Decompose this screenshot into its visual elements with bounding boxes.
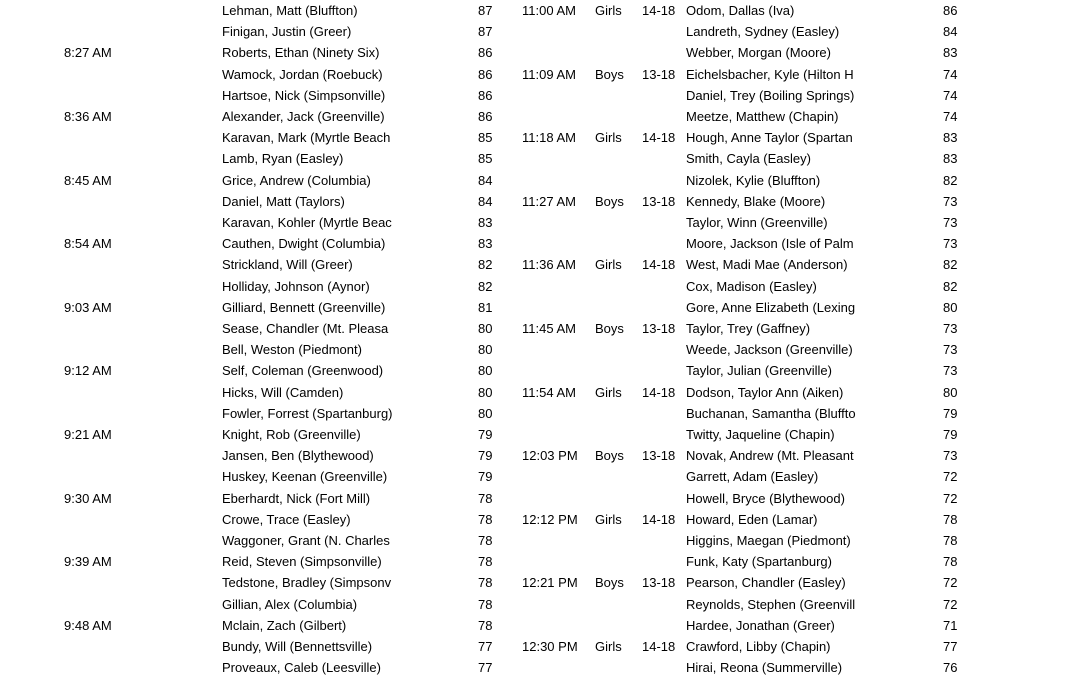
player-score: 78 <box>478 511 493 527</box>
tee-time: 8:45 AM <box>64 172 112 188</box>
player-name: Fowler, Forrest (Spartanburg) <box>222 405 393 421</box>
tee-time: 9:03 AM <box>64 299 112 315</box>
division-gender: Girls <box>595 130 622 146</box>
player-name: Buchanan, Samantha (Bluffto <box>686 405 856 421</box>
player-name: Nizolek, Kylie (Bluffton) <box>686 172 821 188</box>
player-score: 83 <box>943 45 958 61</box>
tee-time-row <box>520 254 1080 275</box>
player-score: 74 <box>943 87 958 103</box>
player-name: Higgins, Maegan (Piedmont) <box>686 533 851 548</box>
player-score: 73 <box>943 236 958 252</box>
tee-time-row <box>520 191 1080 212</box>
tee-time-row <box>520 636 1080 657</box>
tee-time-row <box>520 318 1080 339</box>
tee-time: 11:18 AM <box>522 130 576 146</box>
tee-time: 9:48 AM <box>64 617 112 633</box>
player-score: 82 <box>943 172 958 188</box>
tee-time: 11:00 AM <box>522 3 576 18</box>
tee-time-row <box>0 191 540 212</box>
player-name: Smith, Cayla (Easley) <box>686 151 811 167</box>
tee-time-row <box>0 212 540 233</box>
division-age: 13-18 <box>642 321 676 336</box>
player-name: Hicks, Will (Camden) <box>222 384 344 400</box>
player-score: 73 <box>943 321 958 336</box>
player-name: Hardee, Jonathan (Greer) <box>686 617 835 633</box>
player-name: Mclain, Zach (Gilbert) <box>222 617 347 633</box>
player-score: 81 <box>478 299 493 315</box>
player-name: Grice, Andrew (Columbia) <box>222 172 371 188</box>
player-name: Taylor, Winn (Greenville) <box>686 215 828 230</box>
player-name: Kennedy, Blake (Moore) <box>686 193 826 209</box>
player-score: 78 <box>943 533 958 548</box>
player-score: 73 <box>943 448 958 464</box>
tee-time-row <box>520 233 1080 254</box>
tee-time-row <box>0 551 540 572</box>
tee-time: 11:09 AM <box>522 66 576 82</box>
tee-time-row <box>0 276 540 297</box>
player-name: Eichelsbacher, Kyle (Hilton H <box>686 66 854 82</box>
tee-time: 12:30 PM <box>522 639 578 654</box>
tee-time-row <box>520 127 1080 148</box>
player-score: 83 <box>478 236 493 252</box>
tee-time-row <box>520 403 1080 424</box>
player-score: 78 <box>478 490 493 506</box>
tee-time-row <box>0 615 540 636</box>
player-name: Howell, Bryce (Blythewood) <box>686 490 845 506</box>
tee-time-row <box>0 572 540 593</box>
player-score: 77 <box>478 660 493 676</box>
player-score: 73 <box>943 193 958 209</box>
tee-time-row <box>0 254 540 275</box>
player-name: Garrett, Adam (Easley) <box>686 469 819 485</box>
player-name: Bell, Weston (Piedmont) <box>222 342 362 358</box>
player-score: 80 <box>478 342 493 358</box>
division-gender: Girls <box>595 257 622 273</box>
player-name: Novak, Andrew (Mt. Pleasant <box>686 448 854 464</box>
player-score: 77 <box>943 639 958 654</box>
tee-time-row <box>0 360 540 381</box>
player-score: 82 <box>478 278 493 294</box>
tee-time: 8:54 AM <box>64 236 112 252</box>
player-score: 73 <box>943 363 958 379</box>
player-score: 83 <box>943 151 958 167</box>
player-name: Webber, Morgan (Moore) <box>686 45 831 61</box>
player-name: Taylor, Julian (Greenville) <box>686 363 832 379</box>
player-score: 86 <box>478 109 493 124</box>
player-score: 72 <box>943 596 958 612</box>
player-name: Hirai, Reona (Summerville) <box>686 660 843 676</box>
player-score: 84 <box>478 172 493 188</box>
player-name: Odom, Dallas (Iva) <box>686 3 795 18</box>
player-name: Knight, Rob (Greenville) <box>222 427 361 442</box>
tee-time-row <box>0 106 540 127</box>
tee-time-row <box>520 276 1080 297</box>
tee-time-row <box>520 466 1080 487</box>
division-gender: Boys <box>595 193 624 209</box>
player-score: 72 <box>943 575 958 591</box>
tee-time-row <box>520 615 1080 636</box>
tee-time-row <box>0 318 540 339</box>
player-score: 77 <box>478 639 493 654</box>
tee-time-row <box>0 488 540 509</box>
player-score: 85 <box>478 130 493 146</box>
player-name: Hartsoe, Nick (Simpsonville) <box>222 87 386 103</box>
player-score: 83 <box>943 130 958 146</box>
player-name: Eberhardt, Nick (Fort Mill) <box>222 490 371 506</box>
tee-time-row <box>0 148 540 169</box>
player-score: 83 <box>478 215 493 230</box>
player-name: West, Madi Mae (Anderson) <box>686 257 848 273</box>
player-name: Jansen, Ben (Blythewood) <box>222 448 374 464</box>
tee-time-row <box>0 530 540 551</box>
player-score: 79 <box>943 405 958 421</box>
player-name: Dodson, Taylor Ann (Aiken) <box>686 384 844 400</box>
player-score: 71 <box>943 617 958 633</box>
player-name: Hough, Anne Taylor (Spartan <box>686 130 853 146</box>
player-score: 78 <box>478 596 493 612</box>
player-name: Landreth, Sydney (Easley) <box>686 24 840 40</box>
player-name: Funk, Katy (Spartanburg) <box>686 554 832 570</box>
player-name: Tedstone, Bradley (Simpsonv <box>222 575 392 591</box>
tee-time-row <box>520 170 1080 191</box>
tee-time-row <box>520 382 1080 403</box>
player-name: Gilliard, Bennett (Greenville) <box>222 299 386 315</box>
player-name: Lamb, Ryan (Easley) <box>222 151 344 167</box>
tee-time-row <box>520 85 1080 106</box>
tee-time-row <box>0 64 540 85</box>
player-score: 72 <box>943 490 958 506</box>
player-score: 78 <box>478 617 493 633</box>
player-score: 87 <box>478 24 493 40</box>
player-score: 80 <box>943 384 958 400</box>
tee-time-row <box>0 21 540 42</box>
tee-time-row <box>520 360 1080 381</box>
tee-time: 11:54 AM <box>522 384 576 400</box>
player-name: Sease, Chandler (Mt. Pleasa <box>222 321 389 336</box>
player-name: Karavan, Mark (Myrtle Beach <box>222 130 391 146</box>
player-score: 87 <box>478 3 493 18</box>
tee-time-row <box>0 170 540 191</box>
player-name: Proveaux, Caleb (Leesville) <box>222 660 381 676</box>
player-name: Gillian, Alex (Columbia) <box>222 596 358 612</box>
division-gender: Girls <box>595 639 622 654</box>
player-score: 80 <box>943 299 958 315</box>
player-score: 86 <box>478 66 493 82</box>
player-score: 86 <box>478 87 493 103</box>
player-score: 79 <box>478 469 493 485</box>
tee-time: 11:36 AM <box>522 257 576 273</box>
player-score: 82 <box>943 278 958 294</box>
division-gender: Girls <box>595 384 622 400</box>
tee-time-row <box>0 509 540 530</box>
tee-time-row <box>520 21 1080 42</box>
tee-time-row <box>0 339 540 360</box>
player-score: 84 <box>943 24 958 40</box>
division-age: 13-18 <box>642 448 676 464</box>
tee-time-row <box>520 339 1080 360</box>
player-name: Roberts, Ethan (Ninety Six) <box>222 45 380 61</box>
player-score: 86 <box>478 45 493 61</box>
player-name: Twitty, Jaqueline (Chapin) <box>686 427 835 442</box>
player-score: 74 <box>943 109 958 124</box>
player-name: Lehman, Matt (Bluffton) <box>222 3 358 18</box>
player-score: 80 <box>478 384 493 400</box>
tee-time-row <box>0 382 540 403</box>
player-name: Reid, Steven (Simpsonville) <box>222 554 382 570</box>
division-gender: Boys <box>595 575 624 591</box>
tee-time-row <box>520 148 1080 169</box>
division-age: 14-18 <box>642 511 676 527</box>
player-name: Karavan, Kohler (Myrtle Beac <box>222 215 392 230</box>
tee-time: 9:30 AM <box>64 490 112 506</box>
player-score: 78 <box>478 575 493 591</box>
division-age: 14-18 <box>642 639 676 654</box>
player-score: 82 <box>943 257 958 273</box>
tee-time-row <box>520 42 1080 63</box>
player-score: 78 <box>478 533 493 548</box>
player-score: 74 <box>943 66 958 82</box>
player-score: 72 <box>943 469 958 485</box>
player-score: 78 <box>943 554 958 570</box>
player-score: 78 <box>478 554 493 570</box>
tee-time: 11:27 AM <box>522 193 576 209</box>
player-name: Crawford, Libby (Chapin) <box>686 639 831 654</box>
tee-time: 9:21 AM <box>64 427 112 442</box>
division-gender: Boys <box>595 66 624 82</box>
tee-time-row <box>0 466 540 487</box>
player-name: Pearson, Chandler (Easley) <box>686 575 846 591</box>
player-score: 80 <box>478 363 493 379</box>
tee-time: 9:39 AM <box>64 554 112 570</box>
player-name: Self, Coleman (Greenwood) <box>222 363 384 379</box>
division-age: 14-18 <box>642 130 676 146</box>
tee-time: 12:03 PM <box>522 448 578 464</box>
player-name: Cox, Madison (Easley) <box>686 278 817 294</box>
player-name: Waggoner, Grant (N. Charles <box>222 533 390 548</box>
division-gender: Girls <box>595 511 622 527</box>
player-name: Strickland, Will (Greer) <box>222 257 353 273</box>
tee-time: 12:21 PM <box>522 575 578 591</box>
tee-time-row <box>520 530 1080 551</box>
division-gender: Boys <box>595 321 624 336</box>
tee-time-row <box>0 594 540 615</box>
tee-time-row <box>520 106 1080 127</box>
tee-time-row <box>520 572 1080 593</box>
tee-time-row <box>520 594 1080 615</box>
tee-time-row <box>520 297 1080 318</box>
player-name: Cauthen, Dwight (Columbia) <box>222 236 386 252</box>
player-name: Meetze, Matthew (Chapin) <box>686 109 839 124</box>
player-score: 86 <box>943 3 958 18</box>
player-score: 80 <box>478 321 493 336</box>
tee-time-row <box>0 445 540 466</box>
tee-time-row <box>0 127 540 148</box>
tee-time: 8:27 AM <box>64 45 112 61</box>
player-score: 79 <box>478 448 493 464</box>
tee-time-row <box>520 0 1080 21</box>
tee-time-row <box>520 212 1080 233</box>
player-score: 84 <box>478 193 493 209</box>
tee-time: 11:45 AM <box>522 321 576 336</box>
tee-time-row <box>520 445 1080 466</box>
player-name: Howard, Eden (Lamar) <box>686 511 818 527</box>
tee-time: 9:12 AM <box>64 363 112 379</box>
tee-time-row <box>520 488 1080 509</box>
tee-time-row <box>520 509 1080 530</box>
player-score: 85 <box>478 151 493 167</box>
tee-time: 12:12 PM <box>522 511 578 527</box>
player-name: Daniel, Trey (Boiling Springs) <box>686 87 855 103</box>
tee-time-row <box>0 42 540 63</box>
division-age: 13-18 <box>642 193 676 209</box>
player-name: Moore, Jackson (Isle of Palm <box>686 236 854 252</box>
player-name: Holliday, Johnson (Aynor) <box>222 278 370 294</box>
player-name: Daniel, Matt (Taylors) <box>222 193 345 209</box>
tee-time-row <box>0 403 540 424</box>
player-name: Huskey, Keenan (Greenville) <box>222 469 388 485</box>
tee-time-row <box>520 424 1080 445</box>
player-name: Wamock, Jordan (Roebuck) <box>222 66 383 82</box>
player-name: Gore, Anne Elizabeth (Lexing <box>686 299 856 315</box>
player-name: Finigan, Justin (Greer) <box>222 24 352 40</box>
tee-time-row <box>0 0 540 21</box>
player-name: Taylor, Trey (Gaffney) <box>686 321 811 336</box>
division-gender: Girls <box>595 3 622 18</box>
player-name: Bundy, Will (Bennettsville) <box>222 639 373 654</box>
division-age: 14-18 <box>642 384 676 400</box>
division-age: 13-18 <box>642 575 676 591</box>
division-age: 14-18 <box>642 3 676 18</box>
player-score: 73 <box>943 342 958 358</box>
tee-time-row <box>0 424 540 445</box>
tee-time-row <box>520 64 1080 85</box>
tee-time-row <box>0 233 540 254</box>
tee-time-row <box>0 297 540 318</box>
player-score: 79 <box>478 427 493 442</box>
player-score: 76 <box>943 660 958 676</box>
player-score: 79 <box>943 427 958 442</box>
player-name: Crowe, Trace (Easley) <box>222 511 351 527</box>
tee-time-row <box>520 551 1080 572</box>
division-age: 13-18 <box>642 66 676 82</box>
tee-time-row <box>0 85 540 106</box>
tee-time-row <box>0 636 540 657</box>
division-gender: Boys <box>595 448 624 464</box>
player-name: Weede, Jackson (Greenville) <box>686 342 853 358</box>
player-name: Reynolds, Stephen (Greenvill <box>686 596 856 612</box>
tee-time: 8:36 AM <box>64 109 112 124</box>
player-score: 78 <box>943 511 958 527</box>
player-name: Alexander, Jack (Greenville) <box>222 109 385 124</box>
player-score: 80 <box>478 405 493 421</box>
player-score: 82 <box>478 257 493 273</box>
division-age: 14-18 <box>642 257 676 273</box>
player-score: 73 <box>943 215 958 230</box>
